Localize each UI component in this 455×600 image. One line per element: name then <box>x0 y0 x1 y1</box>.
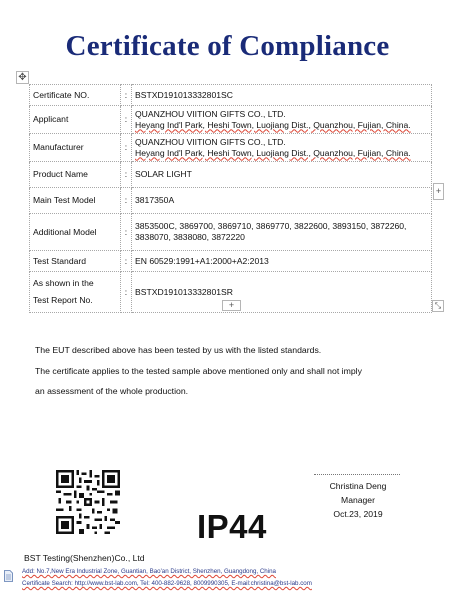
row-label: Additional Model <box>30 214 121 251</box>
table-row <box>30 106 432 134</box>
lab-name: BST Testing(Shenzhen)Co., Ltd <box>24 553 145 563</box>
add-column-icon[interactable]: + <box>433 183 444 200</box>
manufacturer-address: Heyang Ind'l Park, Heshi Town, Luojiang Dist., Quanzhou, Fujian, China. <box>135 147 411 158</box>
row-colon: : <box>121 85 132 106</box>
signature-line <box>314 474 400 475</box>
table-row <box>30 85 432 106</box>
document-icon <box>4 570 13 582</box>
statement-line: The certificate applies to the tested sample above mentioned only and shall not imply <box>35 366 362 376</box>
row-colon: : <box>121 214 132 251</box>
row-colon: : <box>121 106 132 134</box>
row-value <box>132 251 432 272</box>
manufacturer-name: QUANZHOU VIITION GIFTS CO., LTD. <box>135 136 286 147</box>
table-row <box>30 134 432 162</box>
row-value <box>132 85 432 106</box>
statement-line: The EUT described above has been tested by us with the listed standards. <box>35 345 322 355</box>
signatory-name: Christina Deng <box>329 481 387 491</box>
row-label: Test Standard <box>30 251 121 272</box>
table-move-handle-icon[interactable]: ✥ <box>16 71 29 84</box>
signature-date: Oct.23, 2019 <box>333 509 383 519</box>
row-label: Manufacturer <box>30 134 121 162</box>
test-standard: EN 60529:1991+A1:2000+A2:2013 <box>135 255 269 266</box>
row-value <box>132 188 432 214</box>
table-row <box>30 214 432 251</box>
lab-contact: Certificate Search: http://www.bst-lab.com, Tel: 400-882-9628, 8009990305, E-mail:christina@bst-lab.com <box>22 580 312 587</box>
test-report-number: BSTXD191013332801SR <box>135 286 233 297</box>
product-name: SOLAR LIGHT <box>135 169 192 179</box>
additional-models-line: 3838070, 3838080, 3872220 <box>135 232 245 242</box>
table-row <box>30 251 432 272</box>
statement-line: an assessment of the whole production. <box>35 386 189 396</box>
table-row <box>30 188 432 214</box>
row-value <box>132 214 432 251</box>
table-row <box>30 162 432 188</box>
applicant-address: Heyang Ind'l Park, Heshi Town, Luojiang Dist., Quanzhou, Fujian, China. <box>135 119 411 130</box>
lab-address: Add: No.7,New Era Industrial Zone, Guantian, Bao'an District, Shenzhen, Guangdong, China <box>22 568 276 575</box>
row-label: Applicant <box>30 106 121 134</box>
row-label: Certificate NO. <box>30 85 121 106</box>
row-colon: : <box>121 188 132 214</box>
qr-code <box>56 470 120 534</box>
row-label <box>30 272 121 313</box>
certificate-number: BSTXD191013332801SC <box>135 89 233 100</box>
ip-rating: IP44 <box>197 508 267 545</box>
main-test-model: 3817350A <box>135 195 175 205</box>
row-label: Product Name <box>30 162 121 188</box>
additional-models-line: 3853500C, 3869700, 3869710, 3869770, 3822600, 3893150, 3872260, <box>135 221 407 231</box>
row-colon: : <box>121 134 132 162</box>
row-value <box>132 106 432 134</box>
row-value <box>132 272 432 313</box>
add-row-icon[interactable]: + <box>222 300 241 311</box>
row-label-line: As shown in the <box>33 278 94 288</box>
row-colon: : <box>121 162 132 188</box>
certificate-title: Certificate of Compliance <box>65 30 390 62</box>
row-value <box>132 134 432 162</box>
applicant-name: QUANZHOU VIITION GIFTS CO., LTD. <box>135 108 286 119</box>
certificate-table <box>29 84 432 313</box>
row-label-line: Test Report No. <box>33 295 93 305</box>
row-colon: : <box>121 272 132 313</box>
signatory-role: Manager <box>341 495 375 505</box>
resize-handle-icon[interactable]: ⤡ <box>432 300 444 312</box>
row-label: Main Test Model <box>30 188 121 214</box>
row-colon: : <box>121 251 132 272</box>
row-value <box>132 162 432 188</box>
